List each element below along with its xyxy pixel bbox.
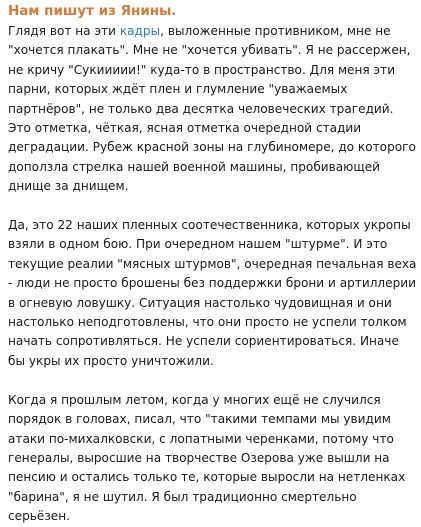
paragraph-spacer: [8, 371, 417, 390]
paragraph-1-text-before: Глядя вот на эти: [8, 24, 120, 38]
kadry-link[interactable]: кадры: [119, 24, 161, 38]
post-paragraph-3: Когда я прошлым летом, когда у многих ещё не случился порядок в головах, писал, что "такими темпами мы увидим атаки по-михалковски, с лопатными черенками, потому что генералы, выросшие на творчестве Озерова уже вышли на пенсию и остались только те, которые выросли на нетленках "барина", я не шутил. Я был традиционно смертельно серьёзен.: [8, 392, 406, 524]
post-paragraph-2: Да, это 22 наших пленных соотечественника, которых укропы взяли в одном бою. При очередном нашем "штурме". И это текущие реалии "мясных штурмов", очередная печальная веха - люди не просто брошены без поддержки брони и артиллерии в огневую ловушку. Ситуация настолько чудовищная и они настолько неподготовлены, что они просто не успели толком начать сопротивляться. Не успели сориентироваться. Иначе бы укры их просто уничтожили.: [8, 218, 417, 368]
post-paragraph-1: [8, 22, 417, 197]
paragraph-spacer: [8, 197, 417, 216]
channel-name[interactable]: Нам пишут из Янины.: [8, 3, 177, 19]
paragraph-1-text-after: , выложенные противником, мне не "хочется плакать". Мне не "хочется убивать". Я не рассержен, не кричу "Сукиииии!" куда-то в пространство. Для меня эти парни, которых ждёт плен и глумление "уважаемых партнёров", не только два десятка человеческих трагедий. Это отметка, чёткая, ясная отметка очередной стадии деградации. Рубеж красной зоны на глубиномере, до которого доползла стрелка нашей военной машины, пробивающей днище за днищем.: [8, 24, 416, 194]
